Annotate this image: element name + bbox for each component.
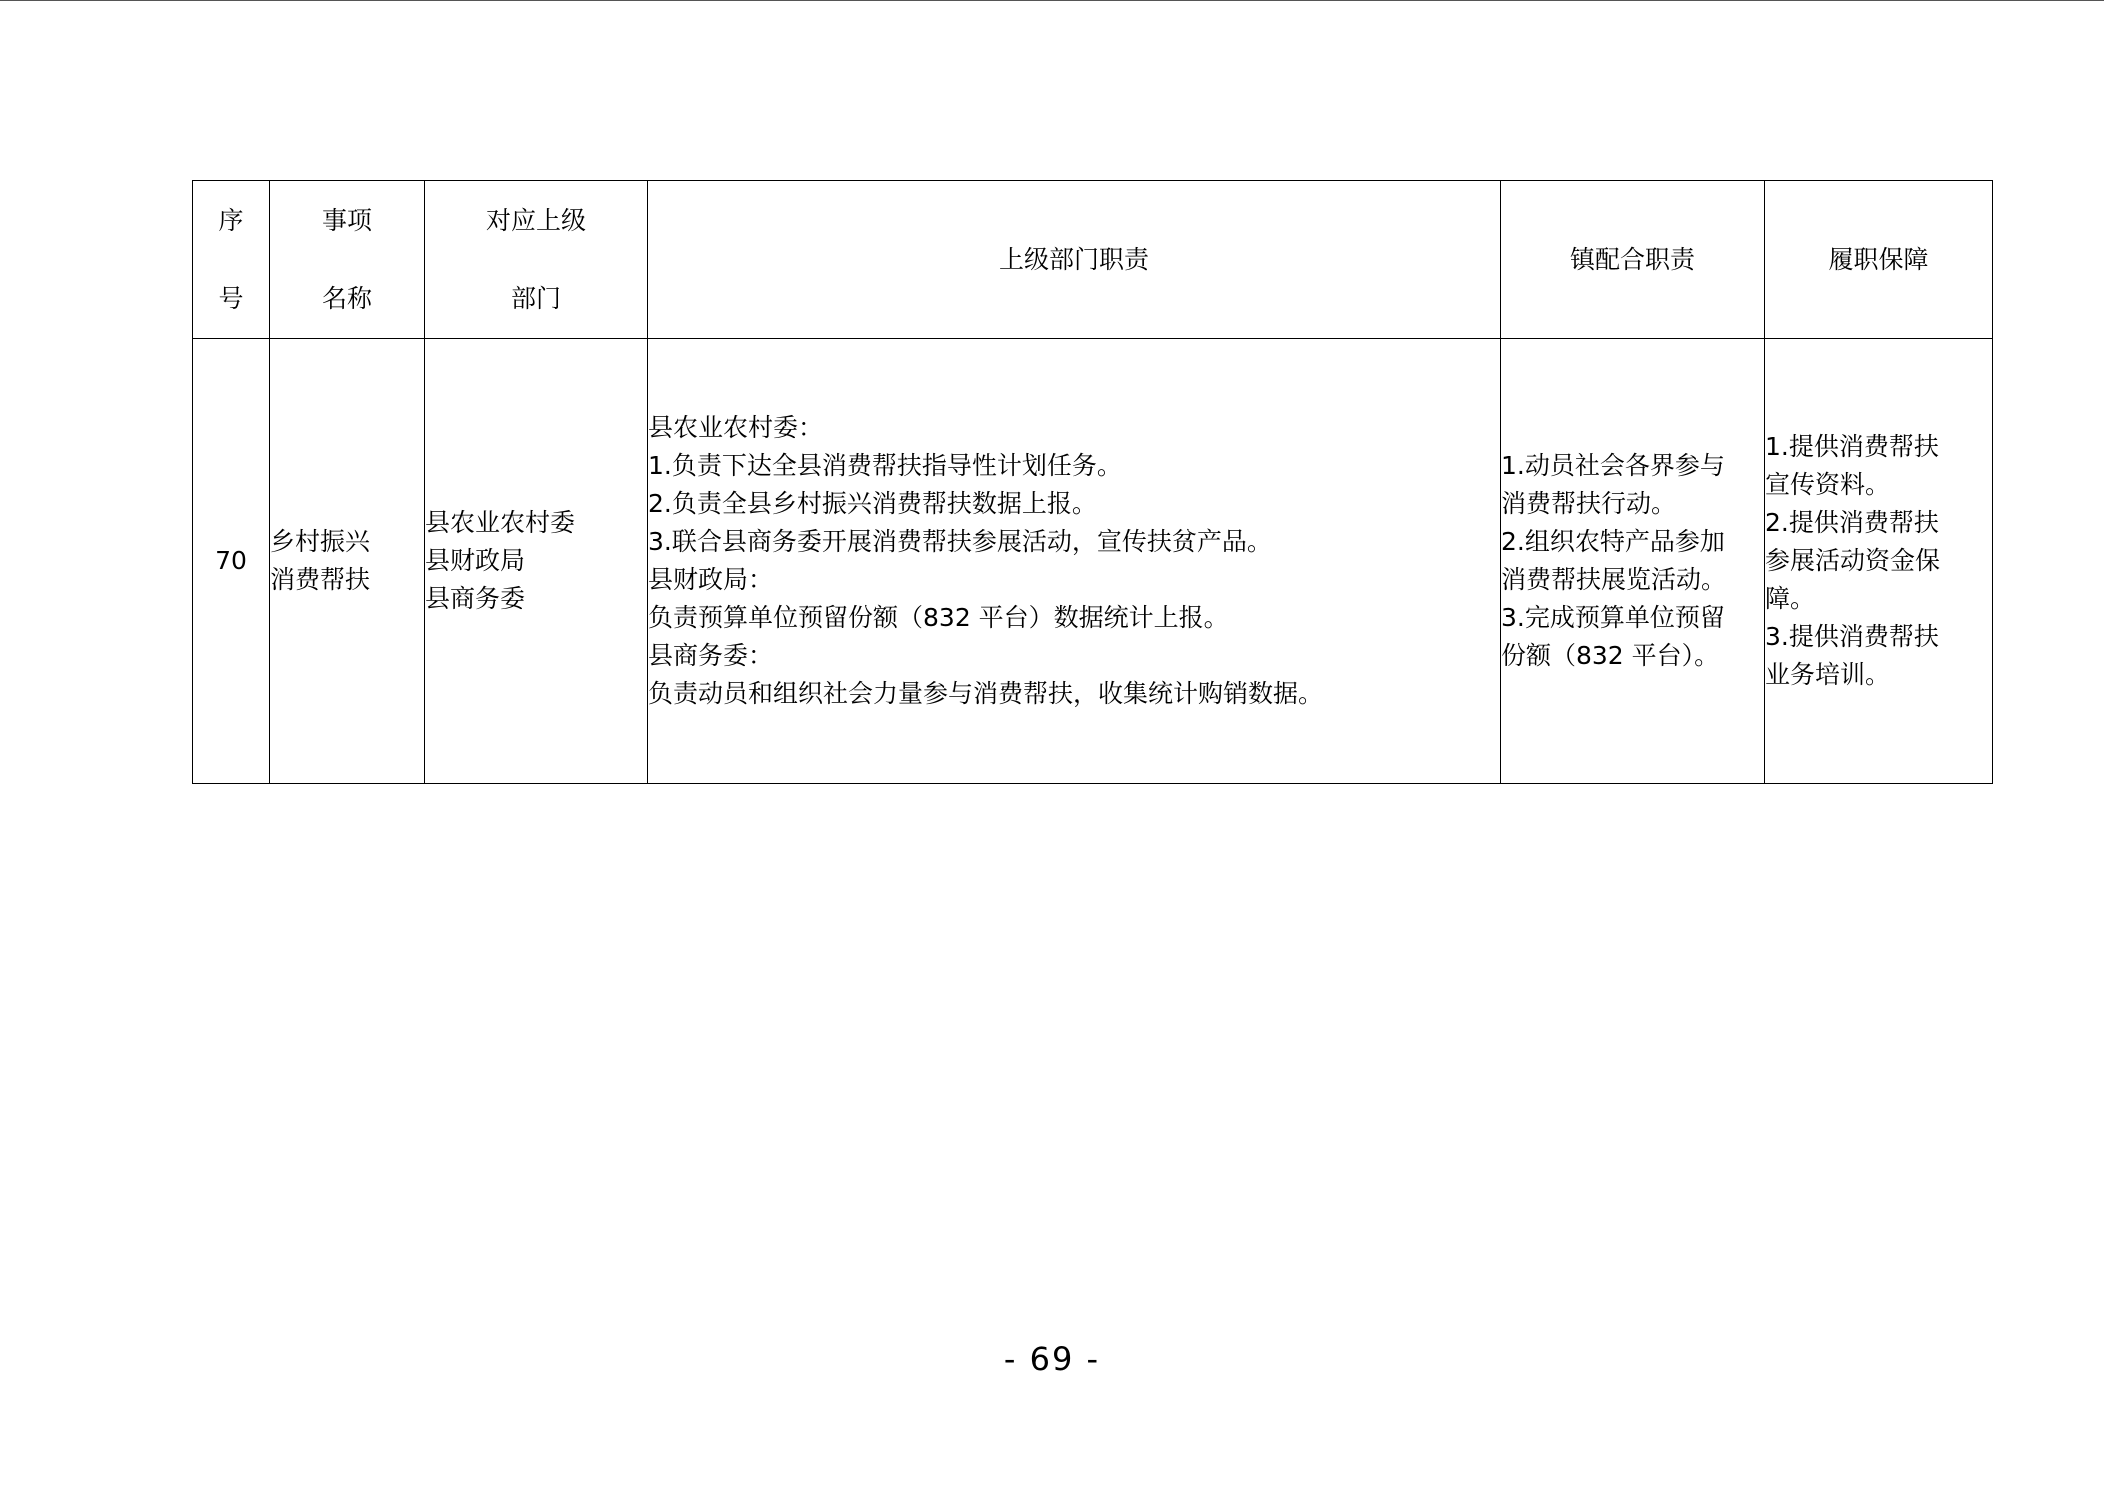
row-seq: 70 bbox=[193, 339, 270, 784]
row-town-duty bbox=[1501, 339, 1765, 784]
guarantee-line: 2.提供消费帮扶 bbox=[1765, 508, 1939, 537]
upper-duty-line: 县财政局： bbox=[648, 565, 774, 594]
upper-duty-line: 县商务委： bbox=[648, 641, 774, 670]
header-upper-duty: 上级部门职责 bbox=[648, 181, 1501, 339]
dept-line: 县农业农村委 bbox=[425, 508, 576, 537]
row-dept bbox=[425, 339, 648, 784]
guarantee-line: 障。 bbox=[1765, 584, 1816, 613]
town-duty-line: 消费帮扶展览活动。 bbox=[1501, 565, 1727, 594]
header-seq-line-1: 序 bbox=[218, 205, 244, 235]
table-row bbox=[193, 339, 1993, 784]
dept-line: 县商务委 bbox=[425, 584, 526, 613]
upper-duty-line: 负责动员和组织社会力量参与消费帮扶，收集统计购销数据。 bbox=[648, 679, 1324, 708]
town-duty-line: 消费帮扶行动。 bbox=[1501, 489, 1677, 518]
header-item-line-1: 事项 bbox=[321, 205, 372, 235]
item-line: 乡村振兴 bbox=[270, 527, 371, 556]
page-number: - 69 - bbox=[1003, 1340, 1101, 1378]
guarantee-line: 3.提供消费帮扶 bbox=[1765, 622, 1939, 651]
guarantee-line: 1.提供消费帮扶 bbox=[1765, 432, 1939, 461]
dept-line: 县财政局 bbox=[425, 546, 526, 575]
guarantee-line: 宣传资料。 bbox=[1765, 470, 1891, 499]
town-duty-line: 3.完成预算单位预留 bbox=[1501, 603, 1725, 632]
header-dept-line-1: 对应上级 bbox=[485, 205, 586, 235]
town-duty-line: 2.组织农特产品参加 bbox=[1501, 527, 1725, 556]
row-item-name bbox=[270, 339, 425, 784]
duty-table bbox=[192, 180, 1993, 784]
upper-duty-line: 县农业农村委： bbox=[648, 413, 824, 442]
upper-duty-line: 2.负责全县乡村振兴消费帮扶数据上报。 bbox=[648, 489, 1097, 518]
header-dept bbox=[425, 181, 648, 339]
header-town-duty: 镇配合职责 bbox=[1501, 181, 1765, 339]
page-top-border bbox=[0, 0, 2104, 1]
header-guarantee: 履职保障 bbox=[1765, 181, 1993, 339]
town-duty-line: 份额（832 平台）。 bbox=[1501, 641, 1720, 670]
row-guarantee bbox=[1765, 339, 1993, 784]
guarantee-line: 参展活动资金保 bbox=[1765, 546, 1941, 575]
header-seq bbox=[193, 181, 270, 339]
upper-duty-line: 负责预算单位预留份额（832 平台）数据统计上报。 bbox=[648, 603, 1229, 632]
item-line: 消费帮扶 bbox=[270, 565, 371, 594]
guarantee-line: 业务培训。 bbox=[1765, 660, 1891, 689]
upper-duty-line: 1.负责下达全县消费帮扶指导性计划任务。 bbox=[648, 451, 1122, 480]
header-seq-line-2: 号 bbox=[218, 283, 244, 313]
header-dept-line-2: 部门 bbox=[510, 283, 561, 313]
header-item bbox=[270, 181, 425, 339]
upper-duty-line: 3.联合县商务委开展消费帮扶参展活动，宣传扶贫产品。 bbox=[648, 527, 1272, 556]
row-upper-duty bbox=[648, 339, 1501, 784]
header-item-line-2: 名称 bbox=[321, 283, 372, 313]
town-duty-line: 1.动员社会各界参与 bbox=[1501, 451, 1725, 480]
table-header-row bbox=[193, 181, 1993, 339]
